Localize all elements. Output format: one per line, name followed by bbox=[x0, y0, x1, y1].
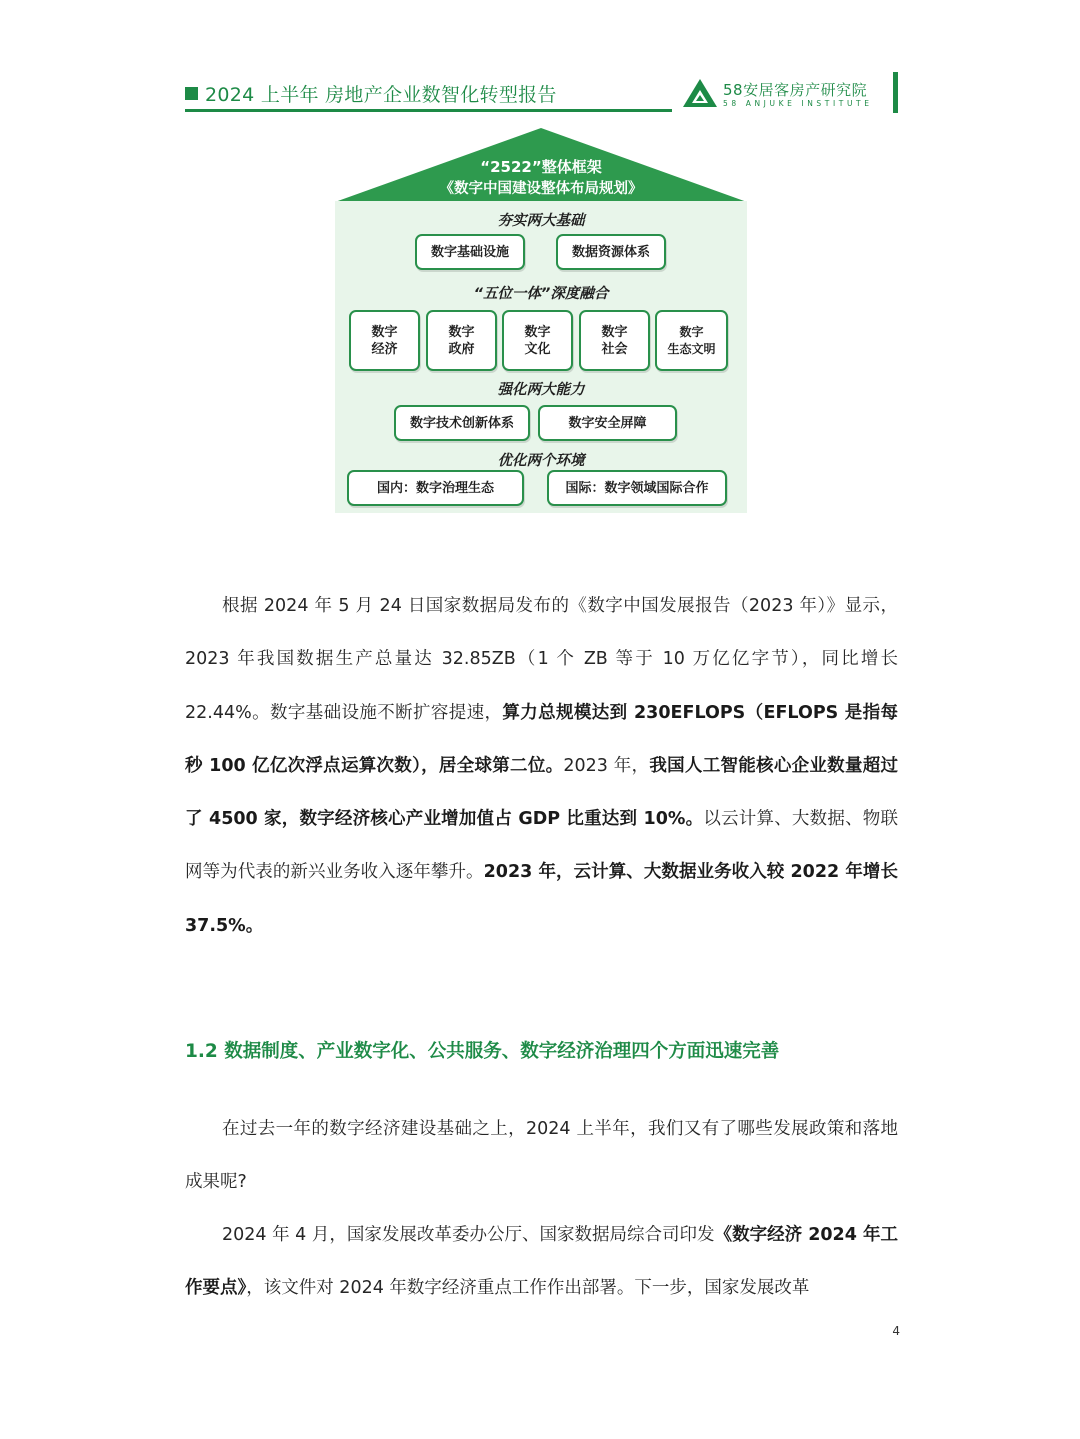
section-title-five-in-one: “五位一体”深度融合 bbox=[473, 286, 609, 302]
box-digital-ecology bbox=[655, 310, 728, 371]
bold-run: 2023 年，云计算、大数据业务收入较 2022 年增长 37.5%。 bbox=[185, 862, 898, 936]
box-line: 数字 bbox=[601, 324, 628, 340]
box-data-resources: 数据资源体系 bbox=[556, 234, 666, 270]
text-run: 根据 2024 年 5 月 24 日国家数据局发布的《数字中国发展报告（2023 年）》显示，2023 年我国数据生产总量达 32.85ZB（1 个 ZB 等于 10 万亿亿字节），同比增长 22.44%。数字基础设施不断扩容提速， bbox=[185, 596, 898, 723]
box-line: 数字 bbox=[679, 324, 704, 339]
box-line: 数字 bbox=[524, 324, 551, 340]
section-heading: 1.2 数据制度、产业数字化、公共服务、数字经济治理四个方面迅速完善 bbox=[185, 1041, 780, 1062]
paragraph-digital-china-report bbox=[185, 580, 898, 953]
box-security-barrier: 数字安全屏障 bbox=[538, 405, 677, 441]
box-line: 政府 bbox=[448, 341, 475, 357]
paragraph-work-points bbox=[185, 1209, 898, 1316]
box-line: 经济 bbox=[371, 341, 398, 357]
header-title: 2024 上半年 房地产企业数智化转型报告 bbox=[205, 84, 557, 106]
box-domestic-governance: 国内：数字治理生态 bbox=[347, 470, 524, 506]
roof-title: “2522”整体框架 bbox=[480, 158, 602, 176]
logo-english-name: 58 ANJUKE INSTITUTE bbox=[723, 99, 873, 108]
header-rule bbox=[185, 109, 672, 112]
logo-chinese-name: 58安居客房产研究院 bbox=[723, 81, 868, 99]
header-side-bar bbox=[893, 72, 898, 113]
box-line: 生态文明 bbox=[667, 341, 716, 356]
roof-subtitle: 《数字中国建设整体布局规划》 bbox=[439, 181, 643, 197]
box-digital-government bbox=[426, 310, 497, 371]
header-title-group bbox=[185, 80, 557, 107]
page-header bbox=[185, 72, 898, 114]
box-line: 数字 bbox=[371, 324, 398, 340]
section-title-environments: 优化两个环境 bbox=[497, 453, 585, 469]
section-title-capabilities: 强化两大能力 bbox=[497, 382, 585, 398]
box-international-cooperation: 国际：数字领域国际合作 bbox=[547, 470, 727, 506]
bold-run: 算力总规模达到 230EFLOPS（EFLOPS 是指每秒 100 亿亿次浮点运算次数），居全球第二位。 bbox=[185, 702, 898, 776]
section-title-foundations: 夯实两大基础 bbox=[497, 213, 585, 229]
text-run: 2024 年 4 月，国家发展改革委办公厅、国家数据局综合司印发 bbox=[222, 1225, 715, 1245]
bold-run: 我国人工智能核心企业数量超过了 4500 家，数字经济核心产业增加值占 GDP 比重达到 10%。 bbox=[185, 755, 899, 830]
box-digital-economy bbox=[349, 310, 420, 371]
institute-logo bbox=[682, 78, 882, 112]
text-run: 2023 年， bbox=[563, 755, 650, 776]
paragraph-intro-question: 在过去一年的数字经济建设基础之上，2024 上半年，我们又有了哪些发展政策和落地成果呢? bbox=[185, 1119, 898, 1193]
box-line: 社会 bbox=[601, 341, 628, 357]
framework-diagram bbox=[335, 128, 747, 513]
logo-triangle-icon bbox=[682, 78, 718, 108]
box-tech-innovation: 数字技术创新体系 bbox=[394, 405, 530, 441]
page-number: 4 bbox=[892, 1324, 900, 1338]
box-line: 文化 bbox=[524, 341, 551, 357]
text-run: 以云计算、大数据、物联网等为代表的新兴业务收入逐年攀升。 bbox=[185, 809, 899, 883]
bold-run: 《数字经济 2024 年工作要点》 bbox=[185, 1225, 899, 1299]
box-digital-infrastructure: 数字基础设施 bbox=[415, 234, 525, 270]
header-square-icon bbox=[185, 87, 198, 100]
box-digital-culture bbox=[502, 310, 573, 371]
box-line: 数字 bbox=[448, 324, 475, 340]
text-run: ，该文件对 2024 年数字经济重点工作作出部署。下一步，国家发展改革 bbox=[246, 1278, 810, 1299]
box-digital-society bbox=[579, 310, 650, 371]
